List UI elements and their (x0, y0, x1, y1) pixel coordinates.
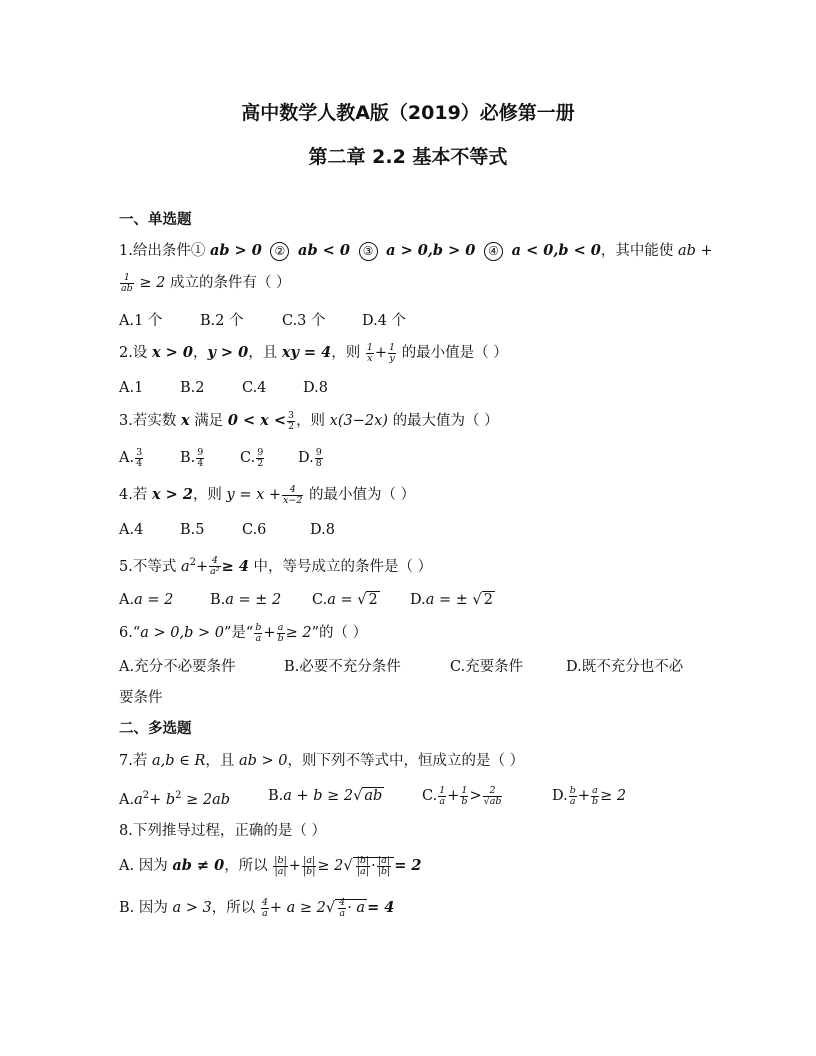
q2-cond2: y > 0 (207, 344, 249, 361)
q7-c-f1-den: a (439, 795, 446, 807)
section-heading-single: 一、单选题 (119, 212, 192, 228)
q3-d-frac (315, 448, 323, 469)
q3-a-den: 4 (136, 457, 143, 469)
q3-b-label: B. (180, 450, 196, 466)
q6-option-c: C.充要条件 (450, 659, 524, 675)
q3-d-label: D. (298, 450, 314, 466)
q4-prefix: 4.若 (119, 487, 148, 503)
q8-a-r2-num: |a| (377, 854, 391, 866)
q3-prefix: 3.若实数 (119, 413, 177, 429)
q1-num3: ③ (359, 242, 378, 261)
q6-plus: + (263, 625, 276, 641)
q5-frac-den: a² (210, 566, 220, 578)
q6-f1-num: b (255, 621, 262, 633)
q7-c-plus: + (447, 788, 460, 804)
question-4 (119, 484, 709, 506)
question-1-cont (119, 272, 709, 294)
q1-cond2: ab < 0 (298, 242, 350, 259)
question-3 (119, 410, 709, 432)
q7-option-b (268, 785, 384, 807)
q5-frac (209, 556, 220, 577)
q7-cond2: ab > 0 (238, 753, 288, 769)
q4-expr: y = x + (226, 487, 282, 503)
q2-sep3: ，则 (331, 345, 361, 361)
q5-a-expr: a = 2 (134, 592, 174, 608)
q2-option-a: A.1 (119, 380, 144, 396)
q2-sep1: ， (192, 345, 208, 361)
q7-d-f1-den: a (569, 795, 576, 807)
q8-a-rad (353, 854, 395, 877)
q5-plus: + (195, 558, 209, 575)
q7-a-exp1: 2 (142, 790, 150, 801)
q8-b-sep: ，所以 (211, 900, 256, 916)
q5-d-label: D. (410, 592, 426, 608)
q3-mid: 满足 (194, 413, 224, 429)
q8-a-frac2 (302, 856, 316, 877)
q7-prefix: 7.若 (119, 753, 148, 769)
q8-a-r1-den: |a| (356, 865, 369, 877)
q7-c-f3-den: √ab (483, 795, 502, 807)
q2-cond3: xy = 4 (281, 344, 332, 361)
q7-c-f2-num: 1 (461, 784, 468, 796)
q5-d-expr: a = ± (425, 592, 468, 608)
q1-option-a: A.1 个 (119, 313, 163, 329)
q6-f1-den: a (255, 632, 262, 644)
q5-ge: ≥ 4 (221, 557, 249, 575)
q7-a-e1: a (134, 791, 143, 808)
q3-cond: 0 < x < (227, 412, 287, 429)
q6-ge: ≥ 2 (285, 625, 312, 641)
q7-d-ge: ≥ 2 (600, 788, 627, 804)
q7-b-label: B. (268, 788, 284, 804)
q1-ge2: ≥ 2 (139, 275, 166, 291)
q3-var: x (180, 412, 190, 429)
q1-option-b: B.2 个 (200, 313, 244, 329)
q5-d-sqrt: √ 2 (472, 592, 493, 608)
q8-b-rfrac (338, 898, 346, 919)
q4-frac-den: x−2 (283, 494, 303, 506)
q8-a-sqrt: √ $\frac{|b|}{|a|}$ · $\frac{|a|}{|b|}$ (343, 855, 394, 877)
q4-frac (282, 485, 303, 506)
q3-c-label: C. (240, 450, 256, 466)
q1-num2: ② (270, 242, 289, 261)
q3-option-c (240, 447, 265, 469)
q3-option-b (180, 447, 205, 469)
q7-option-a (119, 785, 230, 811)
q2-f1-num: 1 (366, 341, 373, 353)
q7-option-c (422, 785, 503, 807)
q1-option-c: C.3 个 (282, 313, 326, 329)
q8-a-cond: ab ≠ 0 (172, 857, 225, 874)
q2-f1-den: x (367, 352, 373, 364)
q7-d-f2-den: b (591, 795, 599, 807)
q1-expr: ab + (678, 243, 713, 259)
question-1 (119, 240, 713, 262)
q3-a-label: A. (119, 450, 135, 466)
q8-a-frac1 (273, 856, 287, 877)
q8-a-r2-den: |b| (377, 865, 391, 877)
q4-frac-num: 4 (282, 485, 303, 496)
q2-frac2 (388, 343, 396, 364)
q4-suffix: 的最小值为（ ） (309, 487, 416, 503)
q7-d-frac2 (591, 786, 599, 807)
q3-option-d (298, 447, 324, 469)
q8-b-rad (335, 896, 367, 919)
q7-c-frac1 (438, 786, 446, 807)
q4-option-c: C.6 (242, 522, 267, 538)
q8-a-f2-num: |a| (303, 854, 316, 866)
page-subtitle: 第二章 2.2 基本不等式 (308, 146, 508, 168)
q1-mid: ，其中能使 (600, 243, 674, 259)
q8-b-sqrt: √ $\frac{4}{a}$ · a (325, 896, 366, 919)
q8-a-r1-num: |b| (356, 854, 370, 866)
question-8: 8.下列推导过程，正确的是（ ） (119, 823, 326, 839)
q6-cond: a > 0,b > 0 (140, 625, 224, 641)
q1-suffix: 成立的条件有（ ） (169, 275, 291, 291)
q7-c-frac2 (460, 786, 468, 807)
q7-c-frac3 (483, 786, 503, 807)
q1-frac-num: 1 (120, 273, 134, 284)
q5-exp: 2 (189, 557, 196, 568)
q6-option-d: D.既不充分也不必 (566, 659, 684, 675)
q3-c-frac (256, 448, 264, 469)
q2-f2-den: y (389, 352, 395, 364)
q6-mid: ”是“ (223, 625, 254, 641)
q8-a-label: A. 因为 (119, 858, 168, 874)
q6-option-b: B.必要不充分条件 (284, 659, 401, 675)
q5-b-label: B. (210, 592, 226, 608)
q8-a-sep: ，所以 (224, 858, 268, 874)
q8-b-frac-den: a (262, 907, 268, 919)
q3-d-den: 8 (315, 457, 322, 469)
q3-c-den: 2 (257, 457, 264, 469)
q2-prefix: 2.设 (119, 345, 148, 361)
q3-a-frac (135, 448, 143, 469)
q5-c-rad: 2 (368, 592, 378, 608)
q3-expr: x(3−2x) (329, 413, 388, 429)
q8-a-r2 (377, 856, 391, 877)
q5-option-b (210, 589, 281, 611)
q1-fraction (120, 273, 134, 294)
q8-a-f1-den: |a| (274, 865, 287, 877)
q5-a-label: A. (119, 592, 135, 608)
q5-c-label: C. (312, 592, 328, 608)
q3-frac (287, 411, 295, 432)
section-heading-multi: 二、多选题 (119, 721, 192, 737)
question-6 (119, 622, 709, 644)
q6-prefix: 6.“ (119, 625, 141, 641)
q8-b-expr: + a ≥ 2 (269, 900, 326, 916)
q3-sep: ，则 (296, 413, 326, 429)
q6-frac1 (254, 623, 262, 644)
q8-option-b (119, 897, 394, 919)
q4-cond: x > 2 (151, 486, 193, 503)
q3-a-num: 3 (136, 446, 143, 458)
q7-c-label: C. (422, 788, 438, 804)
q2-option-c: C.4 (242, 380, 267, 396)
q8-option-a (119, 855, 422, 877)
q7-d-frac1 (569, 786, 577, 807)
q4-option-b: B.5 (180, 522, 205, 538)
q8-a-dot: · (371, 858, 376, 874)
q7-d-label: D. (552, 788, 568, 804)
q8-a-f1-num: |b| (274, 854, 287, 866)
q8-b-r-num: 4 (339, 896, 346, 908)
q8-a-r1 (356, 856, 370, 877)
q7-c-gt: > (469, 788, 482, 804)
q2-suffix: 的最小值是（ ） (401, 345, 508, 361)
q3-frac-num: 3 (288, 409, 295, 421)
q7-a-e2: + b (149, 791, 176, 808)
q8-b-cond: a > 3 (172, 900, 212, 916)
q6-option-a: A.充分不必要条件 (119, 659, 236, 675)
q5-frac-num: 4 (209, 556, 220, 567)
q1-prefix: 1.给出条件① (119, 243, 206, 259)
q8-b-label: B. 因为 (119, 900, 168, 916)
q6-option-d-wrap: 要条件 (119, 690, 163, 706)
q4-option-d: D.8 (310, 522, 335, 538)
q7-d-f2-num: a (592, 784, 598, 796)
q3-d-num: 9 (315, 446, 322, 458)
q6-frac2 (277, 623, 285, 644)
q7-cond1: a,b ∈ R (151, 753, 206, 769)
question-2 (119, 342, 709, 364)
q4-option-a: A.4 (119, 522, 144, 538)
q7-a-label: A. (119, 791, 135, 808)
q2-plus: + (374, 345, 388, 361)
q8-a-ge: ≥ 2 (317, 858, 344, 874)
q3-b-frac (196, 448, 204, 469)
q3-suffix: 的最大值为（ ） (392, 413, 499, 429)
q7-c-f3-num: 2 (483, 786, 503, 797)
q6-f2-num: a (277, 621, 284, 633)
q7-d-plus: + (577, 788, 590, 804)
q3-frac-den: 2 (288, 420, 295, 432)
q7-b-expr: a + b ≥ 2 (283, 788, 354, 804)
q5-c-expr: a = (327, 592, 353, 608)
q1-option-d: D.4 个 (362, 313, 407, 329)
q8-a-f2-den: |b| (302, 865, 316, 877)
q2-sep2: ，且 (248, 345, 278, 361)
q4-sep: ，则 (192, 487, 222, 503)
q1-cond1: ab > 0 (209, 242, 262, 259)
q7-b-sqrt: √ ab (353, 788, 383, 804)
q8-b-dot: · a (347, 900, 366, 916)
q5-prefix: 5.不等式 (119, 558, 177, 575)
q7-c-f2-den: b (461, 795, 468, 807)
q8-b-r-den: a (339, 907, 345, 919)
q5-option-a (119, 589, 173, 611)
q6-f2-den: b (277, 632, 284, 644)
q1-cond3: a > 0,b > 0 (386, 242, 476, 259)
question-7 (119, 750, 709, 772)
q1-cond4: a < 0,b < 0 (511, 242, 601, 259)
page-title: 高中数学人教A版（2019）必修第一册 (241, 102, 575, 124)
q5-a: a (180, 558, 190, 575)
q8-b-frac (261, 898, 269, 919)
q7-option-d (552, 785, 626, 807)
q8-b-frac-num: 4 (261, 896, 268, 908)
q2-cond1: x > 0 (151, 344, 193, 361)
q7-sep: ，且 (205, 753, 235, 769)
q7-c-f1-num: 1 (439, 784, 446, 796)
q5-option-c (312, 589, 380, 611)
q3-c-num: 9 (257, 446, 264, 458)
q3-b-num: 9 (197, 446, 204, 458)
q5-suffix: 中，等号成立的条件是（ ） (253, 558, 433, 575)
q7-a-e3: ≥ 2ab (186, 791, 231, 808)
q2-frac1 (366, 343, 374, 364)
q2-option-d: D.8 (303, 380, 328, 396)
question-5 (119, 552, 709, 578)
q1-num4: ④ (484, 242, 503, 261)
q2-option-b: B.2 (180, 380, 205, 396)
q8-a-plus: + (288, 858, 301, 874)
q7-a-exp2: 2 (175, 790, 182, 801)
q8-b-eq: = 4 (367, 899, 395, 916)
q5-option-d (410, 589, 495, 611)
q6-suffix: ”的（ ） (311, 625, 368, 641)
q5-c-sqrt: √ 2 (357, 592, 378, 608)
q8-a-eq: = 2 (394, 857, 422, 874)
q7-b-rad: ab (364, 788, 383, 804)
q1-frac-den: ab (121, 282, 133, 294)
q2-f2-num: 1 (389, 341, 396, 353)
q5-b-expr: a = ± 2 (225, 592, 282, 608)
q3-option-a (119, 447, 144, 469)
q7-d-f1-num: b (569, 784, 576, 796)
q3-b-den: 4 (197, 457, 204, 469)
q7-suffix: ，则下列不等式中，恒成立的是（ ） (287, 753, 525, 769)
q5-d-rad: 2 (483, 592, 493, 608)
